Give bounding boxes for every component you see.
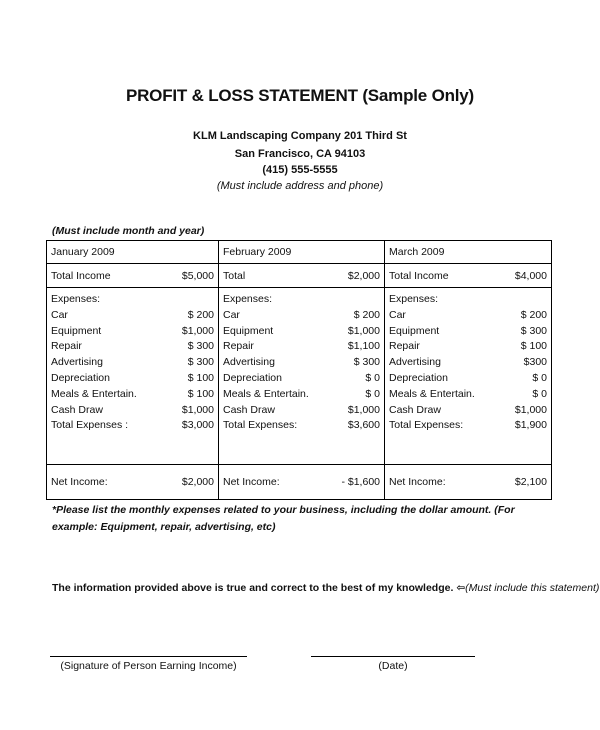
expense-line: [389, 403, 547, 419]
net-income-value: - $1,600: [341, 476, 380, 488]
expense-label: Depreciation: [389, 371, 448, 384]
expense-label: Repair: [389, 340, 420, 353]
expense-label: Meals & Entertain.: [389, 387, 475, 400]
expense-line: [389, 324, 547, 340]
expense-label: Equipment: [389, 324, 440, 337]
expense-value: $1,000: [514, 403, 547, 416]
expense-label: Total Expenses:: [389, 419, 464, 432]
expense-line: [51, 339, 214, 355]
expense-line: [389, 339, 547, 355]
month-cell: January 2009: [47, 241, 219, 264]
month-cell: March 2009: [385, 241, 552, 264]
expense-label: Car: [223, 308, 240, 321]
expense-line: [223, 371, 380, 387]
expense-label: Equipment: [51, 324, 102, 337]
total-expenses-line: [389, 418, 547, 434]
expense-label: Depreciation: [51, 371, 110, 384]
expense-line: [51, 403, 214, 419]
expense-label: Advertising: [389, 356, 441, 369]
net-income-value: $2,100: [514, 476, 547, 488]
statement-text: The information provided above is true and correct to the best of my knowledge.: [52, 582, 454, 594]
expenses-footnote: *Please list the monthly expenses related to your business, including the dollar amount. (For example: Equipment, repair, advertising, etc): [52, 504, 515, 533]
company-address-line2: San Francisco, CA 94103: [234, 148, 366, 160]
expenses-label: Expenses:: [51, 293, 101, 305]
expense-line: [389, 308, 547, 324]
expense-value: $ 100: [520, 340, 547, 353]
signature-line: [50, 656, 247, 657]
expense-line: [51, 308, 214, 324]
expense-label: Equipment: [223, 324, 274, 337]
expense-value: $1,000: [347, 403, 380, 416]
expense-value: $ 300: [353, 356, 380, 369]
expense-value: $3,600: [347, 419, 380, 432]
expense-line: [223, 308, 380, 324]
income-label: Total Income: [51, 269, 111, 282]
expense-value: $ 200: [187, 308, 214, 321]
month-cell: February 2009: [219, 241, 385, 264]
expense-label: Total Expenses:: [223, 419, 298, 432]
expense-value: $1,000: [347, 324, 380, 337]
expense-line: [223, 355, 380, 371]
expense-line: [223, 339, 380, 355]
expense-label: Repair: [51, 340, 82, 353]
total-expenses-line: [223, 418, 380, 434]
address-note: (Must include address and phone): [216, 180, 384, 192]
expenses-row: [47, 288, 552, 465]
expense-value: $1,900: [514, 419, 547, 432]
expense-label: Advertising: [51, 356, 103, 369]
income-value: $5,000: [181, 269, 214, 282]
document-title: PROFIT & LOSS STATEMENT (Sample Only): [125, 86, 475, 105]
expense-label: Car: [389, 308, 406, 321]
statement-note: (Must include this statement): [465, 582, 600, 594]
total-expenses-line: [51, 418, 214, 434]
net-income-label: Net Income:: [389, 476, 446, 488]
company-address-line1: KLM Landscaping Company 201 Third St: [193, 130, 407, 142]
expense-label: Cash Draw: [223, 403, 275, 416]
expense-label: Depreciation: [223, 371, 282, 384]
expense-value: $ 300: [187, 356, 214, 369]
net-income-row: [47, 465, 552, 500]
expense-label: Advertising: [223, 356, 275, 369]
expense-label: Total Expenses :: [51, 419, 129, 432]
expense-line: [51, 324, 214, 340]
left-arrow-icon: ⇦: [456, 582, 466, 594]
expense-value: $ 0: [365, 371, 380, 384]
expense-label: Meals & Entertain.: [223, 387, 309, 400]
total-income-row: [47, 264, 552, 288]
net-income-label: Net Income:: [51, 476, 108, 488]
expense-value: $1,000: [181, 324, 214, 337]
expense-value: $ 0: [532, 371, 547, 384]
expense-line: [389, 371, 547, 387]
month-header-row: [47, 241, 552, 264]
expense-line: [51, 371, 214, 387]
expense-value: $300: [523, 356, 547, 369]
profit-loss-table: [46, 240, 552, 500]
expense-label: Cash Draw: [389, 403, 441, 416]
expense-value: $ 100: [187, 371, 214, 384]
company-phone: (415) 555-5555: [262, 164, 338, 176]
expense-value: $ 0: [532, 387, 547, 400]
expense-value: $ 200: [520, 308, 547, 321]
expense-line: [389, 387, 547, 403]
date-label: (Date): [378, 660, 408, 672]
expense-value: $ 0: [365, 387, 380, 400]
net-income-value: $2,000: [181, 476, 214, 488]
expense-label: Cash Draw: [51, 403, 103, 416]
expense-line: [223, 403, 380, 419]
expense-line: [389, 355, 547, 371]
income-value: $4,000: [514, 269, 547, 282]
expense-line: [223, 387, 380, 403]
expense-value: $ 300: [187, 340, 214, 353]
expense-line: [51, 387, 214, 403]
expense-label: Repair: [223, 340, 254, 353]
income-label: Total Income: [389, 269, 449, 282]
expense-label: Car: [51, 308, 68, 321]
expense-label: Meals & Entertain.: [51, 387, 137, 400]
expense-value: $ 300: [520, 324, 547, 337]
income-value: $2,000: [347, 269, 380, 282]
expenses-label: Expenses:: [223, 293, 273, 305]
month-year-note: (Must include month and year): [52, 225, 205, 237]
expense-value: $ 200: [353, 308, 380, 321]
signature-label: (Signature of Person Earning Income): [60, 660, 237, 672]
certification-statement: [52, 582, 599, 594]
expense-value: $ 100: [187, 387, 214, 400]
expense-line: [51, 355, 214, 371]
date-line: [311, 656, 475, 657]
expenses-label: Expenses:: [389, 293, 439, 305]
expense-value: $3,000: [181, 419, 214, 432]
expense-value: $1,100: [347, 340, 380, 353]
expense-value: $1,000: [181, 403, 214, 416]
income-label: Total: [223, 269, 246, 282]
net-income-label: Net Income:: [223, 476, 280, 488]
expense-line: [223, 324, 380, 340]
